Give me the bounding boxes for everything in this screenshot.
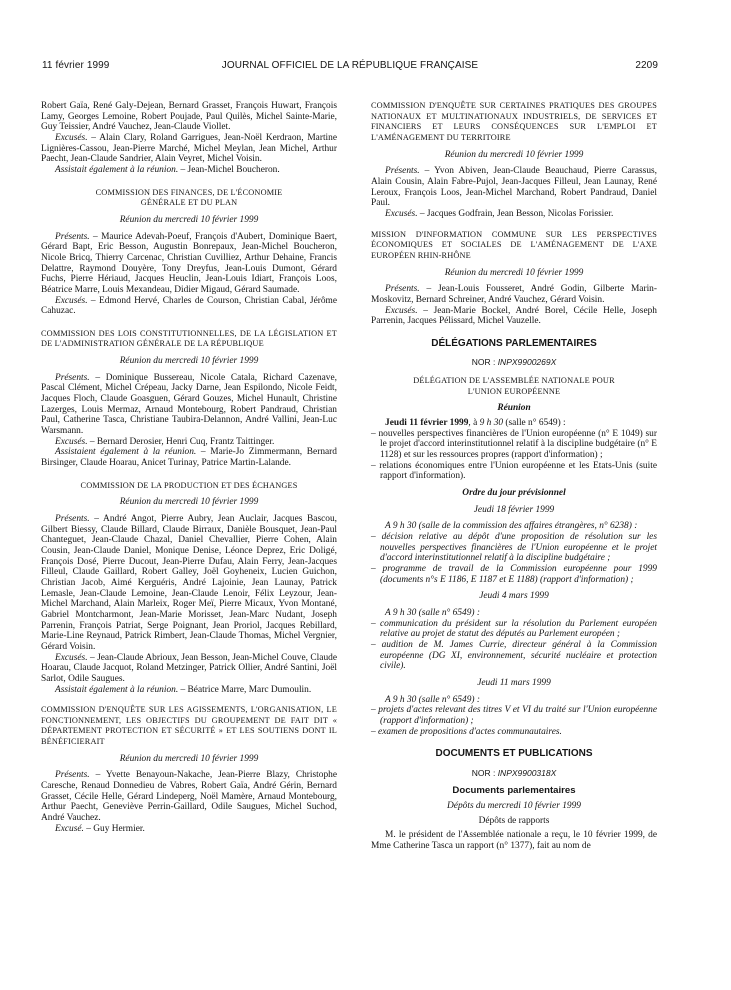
agenda-item: – examen de propositions d'actes communautaires. <box>371 726 562 737</box>
journal-title: JOURNAL OFFICIEL DE LA RÉPUBLIQUE FRANÇAISE <box>221 60 479 71</box>
label: Assistait également à la réunion. <box>55 684 179 695</box>
label: Présents. <box>55 231 90 242</box>
paragraph <box>41 133 337 165</box>
text: – Marie-Jo Zimmermann, Bernard Birsinger, Claude Hoarau, Anicet Turinay, Patrice Martin-Lalande. <box>41 447 337 469</box>
agenda-item: – audition de M. James Currie, directeur général à la Commission européenne (DG XI, environnement, sécurité nucléaire et protection civile). <box>371 639 657 672</box>
label: Présents. <box>55 514 90 524</box>
section-heading: DÉLÉGATIONS PARLEMENTAIRES <box>431 337 597 349</box>
room: (salle n° 6549) : <box>503 418 566 429</box>
paragraph <box>371 284 657 305</box>
label: Présents. <box>385 166 420 177</box>
label: Assistait également à la réunion. <box>55 164 179 175</box>
paragraph <box>41 373 337 437</box>
label: Excusés. <box>55 295 88 306</box>
paragraph <box>41 165 337 176</box>
nor-code: INPX9900269X <box>497 357 557 368</box>
page-number: 2209 <box>635 60 658 71</box>
section-title: MISSION D'INFORMATION COMMUNE SUR LES PERSPECTIVES ÉCONOMIQUES ET SOCIALES DE L'AMÉNAGEMENT DE L'AXE EUROPÉEN RHIN-RHÔNE <box>371 229 657 260</box>
nor-code: INPX9900318X <box>497 767 557 778</box>
label: Excusé. <box>55 823 84 834</box>
text: – Jean-Louis Fousseret, André Godin, Gilberte Marin-Moskovitz, Bernard Schreiner, André Vauchez, Gérard Voisin. <box>371 284 657 305</box>
meeting-date: Réunion du mercredi 10 février 1999 <box>119 356 259 367</box>
label: Excusés. <box>55 436 88 447</box>
day-time: A 9 h 30 (salle n° 6549) : <box>385 607 480 618</box>
text: – Béatrice Marre, Marc Dumoulin. <box>178 684 312 695</box>
text: – André Angot, Pierre Aubry, Jean Auclair, Jacques Bascou, Gilbert Biessy, Claude Billard, Claude Birraux, Danièle Bousquet, Jean-Paul Chanteguet, Jean-Claude Chazal, Daniel Chevallier, Pierre Cohen, Alain Cousin, Jean-Claude Daniel, Monique Denise, Léonce Deprez, Eric Doligé, François Dosé, Pierre Ducout, Jean-Pierre Dufau, Alain Ferry, Jean-Jacques Filleul, Claude Gaillard, Robert Galley, Joël Goyheneix, Lucien Guichon, Christian Jacob, Aimé Kerguéris, André Lajoinie, Jean Launay, Patrick Lemasle, Jean-Claude Lemoine, Jean-Claude Lenoir, Félix Leyzour, Jean-Michel Marchand, Alain Marleix, Roger Meï, Pierre Micaux, Yvon Montané, Gabriel Montcharmont, Jean-Marie Morisset, Jean-Marc Nudant, Joseph Parrenin, François Patriat, Serge Poignant, Jean Proriol, Jacques Rebillard, Marie-Line Reynaud, Patrick Rimbert, Jean-Claude Thomas, Michel Vergnier, Gérard Voisin. <box>41 514 337 652</box>
subsection-heading: Documents parlementaires <box>452 785 576 797</box>
nor-reference <box>371 768 657 779</box>
meeting-date: Réunion du mercredi 10 février 1999 <box>119 497 259 508</box>
label: Excusés. <box>55 132 88 143</box>
agenda-item: – programme de travail de la Commission européenne pour 1999 (documents n°s E 1186, E 1187 et E 1188) (rapport d'information) ; <box>371 563 657 585</box>
agenda-item: – projets d'actes relevant des titres V et VI du traité sur l'Union européenne (rapport d'information) ; <box>371 705 657 726</box>
day-date: Jeudi 18 février 1999 <box>473 504 555 515</box>
label: Excusés. <box>385 305 418 316</box>
label: Assistaient également à la réunion. <box>55 447 197 458</box>
paragraph <box>41 447 337 468</box>
text: – Yvon Abiven, Jean-Claude Beauchaud, Pierre Carassus, Alain Cousin, Alain Fabre-Pujol, Jean-Jacques Filleul, Jean Launay, René Leroux, François Loos, Jean-Michel Marchand, Robert Pandraud, Daniel Paul. <box>371 166 657 209</box>
day-time: A 9 h 30 (salle n° 6549) : <box>385 694 480 705</box>
day-date: Jeudi 4 mars 1999 <box>479 591 549 602</box>
right-column <box>371 101 657 852</box>
meeting-date: Réunion du mercredi 10 février 1999 <box>444 149 584 160</box>
day-time: A 9 h 30 (salle de la commission des affaires étrangères, n° 6238) : <box>385 521 638 532</box>
section-title: DÉLÉGATION DE L'ASSEMBLÉE NATIONALE POUR L'UNION EUROPÉENNE <box>413 376 615 396</box>
text: – Alain Clary, Roland Garrigues, Jean-Noël Kerdraon, Martine Lignières-Cassou, Jean-Pierre Marché, Michel Meylan, Jean Michel, Arthur Paecht, Jean-Claude Sandrier, Alain Veyret, Michel Voisin. <box>41 132 337 165</box>
label: Excusés. <box>55 652 88 663</box>
left-column <box>41 101 337 834</box>
text: – Guy Hermier. <box>83 823 145 834</box>
meeting-date: Réunion du mercredi 10 février 1999 <box>119 214 259 225</box>
time: 9 h 30 <box>479 418 504 429</box>
text: – Bernard Derosier, Henri Cuq, Frantz Taittinger. <box>87 436 275 447</box>
label: Présents. <box>385 284 420 295</box>
text: – Maurice Adevah-Poeuf, François d'Aubert, Dominique Baert, Gérard Bapt, Eric Besson, Augustin Bonrepaux, Jean-Michel Boucheron, Nicole Bricq, Thierry Carcenac, Christian Cuvilliez, Arthur Dehaine, Francis Delattre, Raymond Douyère, Tony Dreyfus, Jean-Louis Dumont, Gérard Fuchs, Pierre Hériaud, Jacques Heuclin, Jean-Louis Idiart, François Loos, Béatrice Marre, Louis Mexandeau, Didier Migaud, Gérard Saumade. <box>41 231 337 295</box>
text: – Edmond Hervé, Charles de Courson, Christian Cabal, Jérôme Cahuzac. <box>41 295 337 317</box>
label: Présents. <box>55 372 90 383</box>
label: Excusés. <box>385 208 418 219</box>
section-heading: DOCUMENTS ET PUBLICATIONS <box>435 748 593 760</box>
depots-date: Dépôts du mercredi 10 février 1999 <box>447 801 581 812</box>
date-bold: Jeudi 11 février 1999 <box>385 418 469 429</box>
paragraph <box>41 770 337 823</box>
text: – Yvette Benayoun-Nakache, Jean-Pierre Blazy, Christophe Caresche, Renaud Donnedieu de Vabres, Robert Gaïa, André Gérin, Bernard Grasset, Cécile Helle, Gérard Lindeperg, Noël Mamère, Arnaud Montebourg, Arthur Paecht, Geneviève Perrin-Gaillard, Odile Saugues, Michel Suchod, André Vauchez. <box>41 770 337 824</box>
paragraph <box>41 232 337 296</box>
text: – Jacques Godfrain, Jean Besson, Nicolas Forissier. <box>417 208 614 219</box>
section-title: COMMISSION DE LA PRODUCTION ET DES ÉCHANGES <box>80 480 298 490</box>
meeting-date: Réunion du mercredi 10 février 1999 <box>119 753 259 764</box>
nor-reference <box>371 357 657 368</box>
paragraph <box>41 514 337 653</box>
paragraph <box>41 296 337 317</box>
section-title: COMMISSION D'ENQUÊTE SUR CERTAINES PRATIQUES DES GROUPES NATIONAUX ET MULTINATIONAUX INDUSTRIELS, DE SERVICES ET FINANCIERS ET LEURS CONSÉQUENCES SUR L'EMPLOI ET L'AMÉNAGEMENT DU TERRITOIRE <box>371 101 657 142</box>
section-title: COMMISSION DES FINANCES, DE L'ÉCONOMIE GÉNÉRALE ET DU PLAN <box>95 187 283 208</box>
label: Présents. <box>55 770 90 781</box>
paragraph: M. le président de l'Assemblée nationale a reçu, le 10 février 1999, de Mme Catherine Tasca un rapport (n° 1377), fait au nom de <box>371 830 657 852</box>
paragraph <box>41 437 337 448</box>
paragraph <box>371 209 657 220</box>
subheading: Ordre du jour prévisionnel <box>462 488 566 499</box>
agenda-item: – nouvelles perspectives financières de l'Union européenne (n° E 1049) sur le projet d'accord interinstitutionnel relatif à la discipline budgétaire (n° E 1128) et sur les ressources propres (rapport d'information) ; <box>371 428 657 461</box>
date-line <box>371 418 657 429</box>
text: – Jean-Marie Bockel, André Borel, Cécile Helle, Joseph Parrenin, Jacques Pélissard, Michel Vauzelle. <box>371 305 657 327</box>
agenda-item: – communication du président sur la résolution du Parlement européen relative au projet de statut des députés au Parlement européen ; <box>371 618 657 640</box>
meeting-date: Réunion du mercredi 10 février 1999 <box>444 267 584 278</box>
nor-label: NOR : <box>471 357 498 368</box>
header-date: 11 février 1999 <box>42 60 110 71</box>
agenda-item: – relations économiques entre l'Union européenne et les Etats-Unis (suite rapport d'information). <box>371 460 657 482</box>
paragraph <box>371 306 657 327</box>
text: – Dominique Bussereau, Nicole Catala, Richard Cazenave, Pascal Clément, Michel Crépeau, Jacky Darne, Jean Espilondo, Nicole Feidt, Jacques Floch, Claude Goasguen, Gérard Gouzes, Michel Hunault, Christine Lazerges, Louis Mermaz, Arnaud Montebourg, Robert Pandraud, Christian Paul, Catherine Tasca, Christiane Taubira-Delannon, André Vallini, Jean-Luc Warsmann. <box>41 372 337 437</box>
nor-label: NOR : <box>471 767 498 778</box>
paragraph <box>371 166 657 209</box>
day-date: Jeudi 11 mars 1999 <box>477 677 551 688</box>
paragraph: Robert Gaïa, René Galy-Dejean, Bernard Grasset, François Huwart, François Lamy, Georges Lemoine, Robert Poujade, Paul Quilès, Michel Sainte-Marie, Guy Teissier, André Vauchez, Jean-Claude Viollet. <box>41 101 337 133</box>
text: – Jean-Claude Abrioux, Jean Besson, Jean-Michel Couve, Claude Hoarau, Claude Jacquot, Roland Metzinger, Patrick Ollier, André Santini, Joël Sarlot, Odile Saugues. <box>41 652 337 684</box>
agenda-item: – décision relative au dépôt d'une proposition de résolution sur les nouvelles perspectives financières de l'Union européenne et le projet d'accord interinstitutionnel relatif à la discipline budgétaire ; <box>371 532 657 564</box>
paragraph <box>41 824 337 835</box>
depots-title: Dépôts de rapports <box>478 815 550 826</box>
section-title: COMMISSION DES LOIS CONSTITUTIONNELLES, DE LA LÉGISLATION ET DE L'ADMINISTRATION GÉNÉRALE DE LA RÉPUBLIQUE <box>41 328 337 349</box>
text: , à <box>468 418 480 429</box>
subheading: Réunion <box>497 403 531 414</box>
paragraph <box>41 685 337 696</box>
section-title: COMMISSION D'ENQUÊTE SUR LES AGISSEMENTS, L'ORGANISATION, LE FONCTIONNEMENT, LES OBJECTIFS DU GROUPEMENT DE FAIT DIT « DÉPARTEMENT PROTECTION ET SÉCURITÉ » ET LES SOUTIENS DONT IL BÉNÉFICIERAIT <box>41 705 337 747</box>
text: – Jean-Michel Boucheron. <box>178 164 280 175</box>
paragraph <box>41 653 337 685</box>
